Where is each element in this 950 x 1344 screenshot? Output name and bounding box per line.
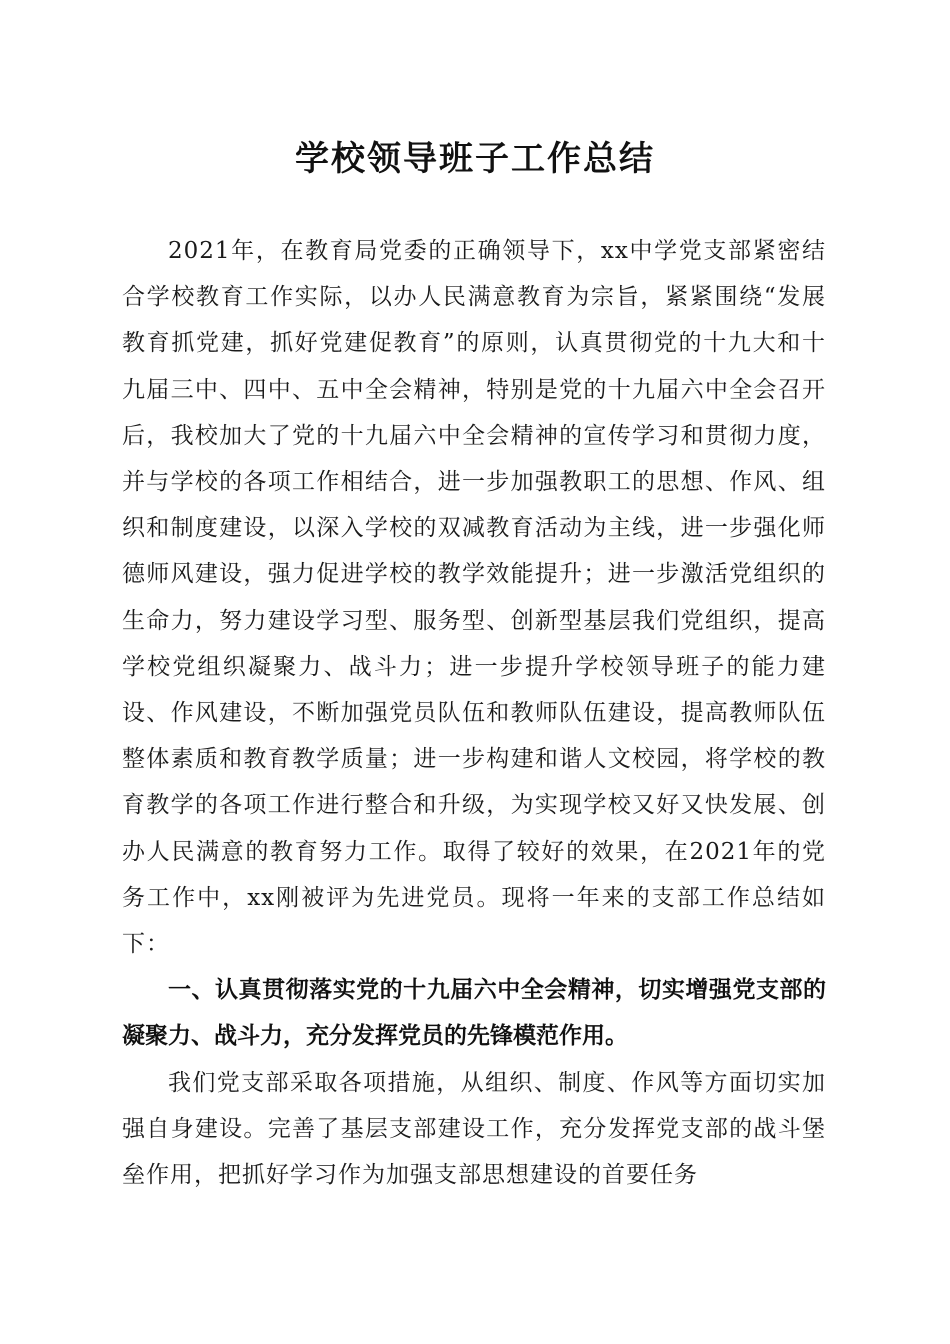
document-body: [122, 228, 826, 1198]
section-1-paragraph: 我们党支部采取各项措施，从组织、制度、作风等方面切实加强自身建设。完善了基层支部建设工作，充分发挥党支部的战斗堡垒作用，把抓好学习作为加强支部思想建设的首要任务: [122, 1069, 826, 1189]
document-title: 学校领导班子工作总结: [295, 139, 655, 179]
intro-paragraph: 2021年，在教育局党委的正确领导下，xx中学党支部紧密结合学校教育工作实际，以办人民满意教育为宗旨，紧紧围绕“发展教育抓党建，抓好党建促教育”的原则，认真贯彻党的十九大和十九届三中、四中、五中全会精神，特别是党的十九届六中全会召开后，我校加大了党的十九届六中全会精神的宣传学习和贯彻力度，并与学校的各项工作相结合，进一步加强教职工的思想、作风、组织和制度建设，以深入学校的双减教育活动为主线，进一步强化师德师风建设，强力促进学校的教学效能提升；进一步激活党组织的生命力，努力建设学习型、服务型、创新型基层我们党组织，提高学校党组织凝聚力、战斗力；进一步提升学校领导班子的能力建设、作风建设，不断加强党员队伍和教师队伍建设，提高教师队伍整体素质和教育教学质量；进一步构建和谐人文校园，将学校的教育教学的各项工作进行整合和升级，为实现学校又好又快发展、创办人民满意的教育努力工作。取得了较好的效果，在2021年的党务工作中，xx刚被评为先进党员。现将一年来的支部工作总结如下：: [122, 238, 826, 958]
section-heading-1: 一、认真贯彻落实党的十九届六中全会精神，切实增强党支部的凝聚力、战斗力，充分发挥党员的先锋模范作用。: [122, 977, 826, 1050]
